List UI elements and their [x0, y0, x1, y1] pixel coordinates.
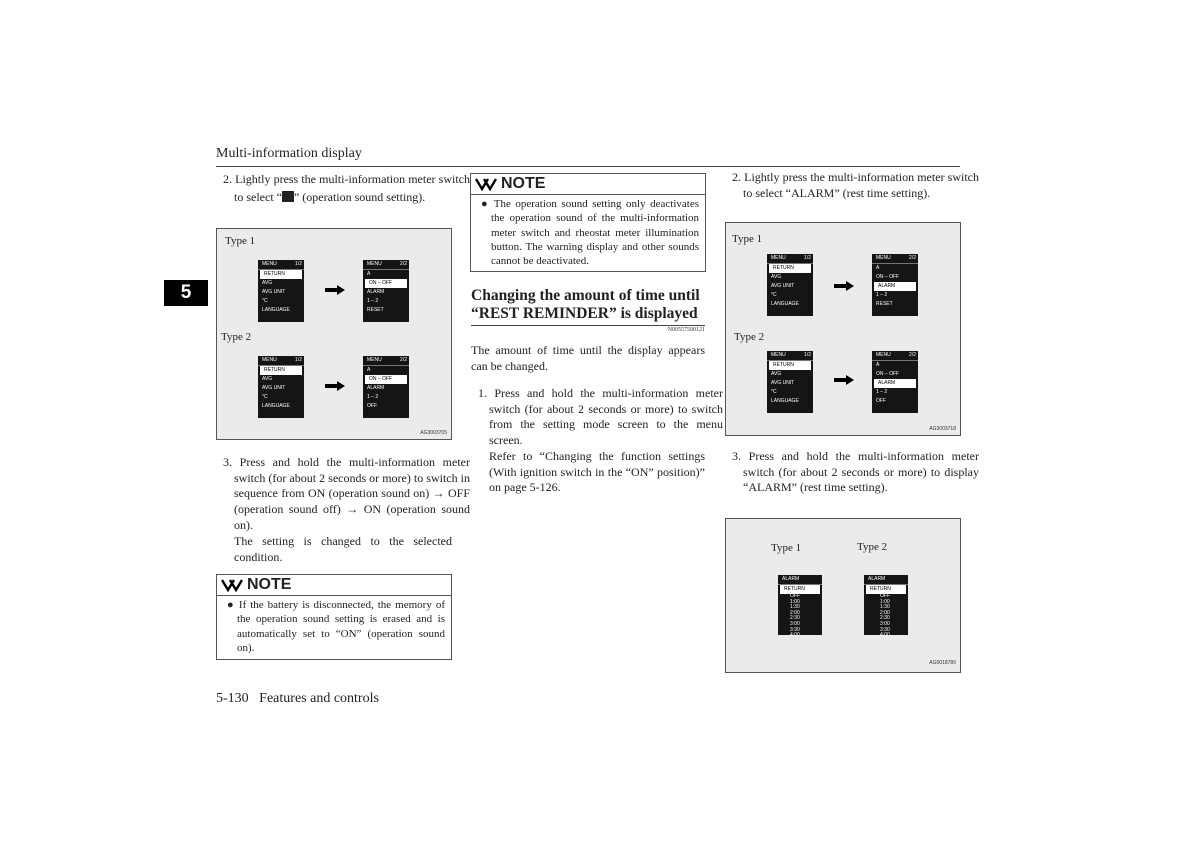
meter-screen-type1-menu1: MENU 1/2 RETURN AVG AVG UNIT °C LANGUAGE [258, 260, 304, 322]
arrow-right-icon [834, 281, 854, 291]
col2-step1-ref: Refer to “Changing the function settings (With ignition switch in the “ON” position)” on page 5-126. [489, 449, 705, 495]
sound-setting-icon [282, 191, 294, 202]
col2-step1: 1. Press and hold the multi-information meter switch (for about 2 seconds or more) to switch from the setting mode screen to the menu screen. [478, 386, 723, 448]
note-text: ● If the battery is disconnected, the memory of the operation sound setting is erased and is automatically set to “ON” (operation sound on). [227, 599, 445, 654]
col1-step2: 2. Lightly press the multi-information meter switch to select “ ” (operation sound setting). [223, 172, 470, 204]
fig-label-type2: Type 2 [734, 331, 765, 343]
note-check-icon [221, 578, 243, 592]
note-heading: NOTE [501, 175, 546, 192]
arrow-right-icon [325, 285, 345, 295]
figure-alarm-times [725, 518, 961, 673]
chapter-tab: 5 [164, 280, 208, 306]
fig-label-type1: Type 1 [771, 542, 802, 554]
meter-screen-type2-menu1: MENU 1/2 RETURN AVG AVG UNIT °C LANGUAGE [767, 351, 813, 413]
note-box-operation-sound [470, 173, 706, 272]
col1-step3: 3. Press and hold the multi-information meter switch (for about 2 seconds or more) to switch in sequence from ON (operation sound on) → OFF (operation sound off) → ON (operation sound on). [223, 455, 470, 532]
figure-id: AG0018786 [929, 660, 956, 666]
section-rule [471, 325, 705, 326]
fig-label-type2: Type 2 [857, 541, 888, 553]
figure-operation-sound [216, 228, 452, 440]
arrow-right-icon [325, 381, 345, 391]
figure-alarm-select [725, 222, 961, 436]
meter-screen-type1-menu2: MENU 2/2 A ON – OFF ALARM 1 – 2 RESET [363, 260, 409, 322]
section-intro: The amount of time until the display appears can be changed. [471, 343, 705, 373]
meter-screen-type1-menu2: MENU 2/2 A ON – OFF ALARM 1 – 2 RESET [872, 254, 918, 316]
alarm-time-list: OFF 1:00 1:30 2:00 2:30 3:00 3:30 4:00 [790, 593, 800, 639]
meter-screen-type2-menu1: MENU 1/2 RETURN AVG AVG UNIT °C LANGUAGE [258, 356, 304, 418]
page-number: 5-130 [216, 691, 249, 706]
running-header: Multi-information display [216, 146, 362, 161]
figure-id: AG3003718 [929, 426, 956, 432]
col3-step2: 2. Lightly press the multi-information meter switch to select “ALARM” (rest time setting). [732, 170, 979, 200]
col3-step3: 3. Press and hold the multi-information meter switch (for about 2 seconds or more) to display “ALARM” (rest time setting). [732, 449, 979, 495]
page-footer [216, 691, 379, 707]
alarm-screen-type2: ALARM RETURN OFF 1:00 1:30 2:00 2:30 3:00 3:30 4:00 [864, 575, 908, 635]
figure-id: AG3003705 [420, 430, 447, 436]
section-code: N00557500121 [667, 327, 705, 333]
alarm-screen-type1: ALARM RETURN OFF 1:00 1:30 2:00 2:30 3:00 3:30 4:00 [778, 575, 822, 635]
section-title: Changing the amount of time until “REST REMINDER” is displayed [471, 287, 700, 322]
meter-screen-type2-menu2: MENU 2/2 A ON – OFF ALARM 1 – 2 OFF [363, 356, 409, 418]
note-text: ● The operation sound setting only deactivates the operation sound of the multi-information meter switch and rheostat meter illumination button. The warning display and other sounds cannot be deactivated. [481, 198, 699, 268]
fig-label-type2: Type 2 [221, 331, 252, 343]
fig-label-type1: Type 1 [732, 233, 763, 245]
alarm-time-list: OFF 1:00 1:30 2:00 2:30 3:00 3:30 4:00 [880, 593, 890, 639]
meter-screen-type2-menu2: MENU 2/2 A ON – OFF ALARM 1 – 2 OFF [872, 351, 918, 413]
arrow-right-icon [834, 375, 854, 385]
footer-section: Features and controls [259, 691, 379, 706]
note-box-battery [216, 574, 452, 660]
fig-label-type1: Type 1 [225, 235, 256, 247]
meter-screen-type1-menu1: MENU 1/2 RETURN AVG AVG UNIT °C LANGUAGE [767, 254, 813, 316]
note-heading: NOTE [247, 576, 292, 593]
header-rule [216, 166, 960, 167]
note-check-icon [475, 177, 497, 191]
col1-step3-result: The setting is changed to the selected condition. [234, 534, 452, 564]
